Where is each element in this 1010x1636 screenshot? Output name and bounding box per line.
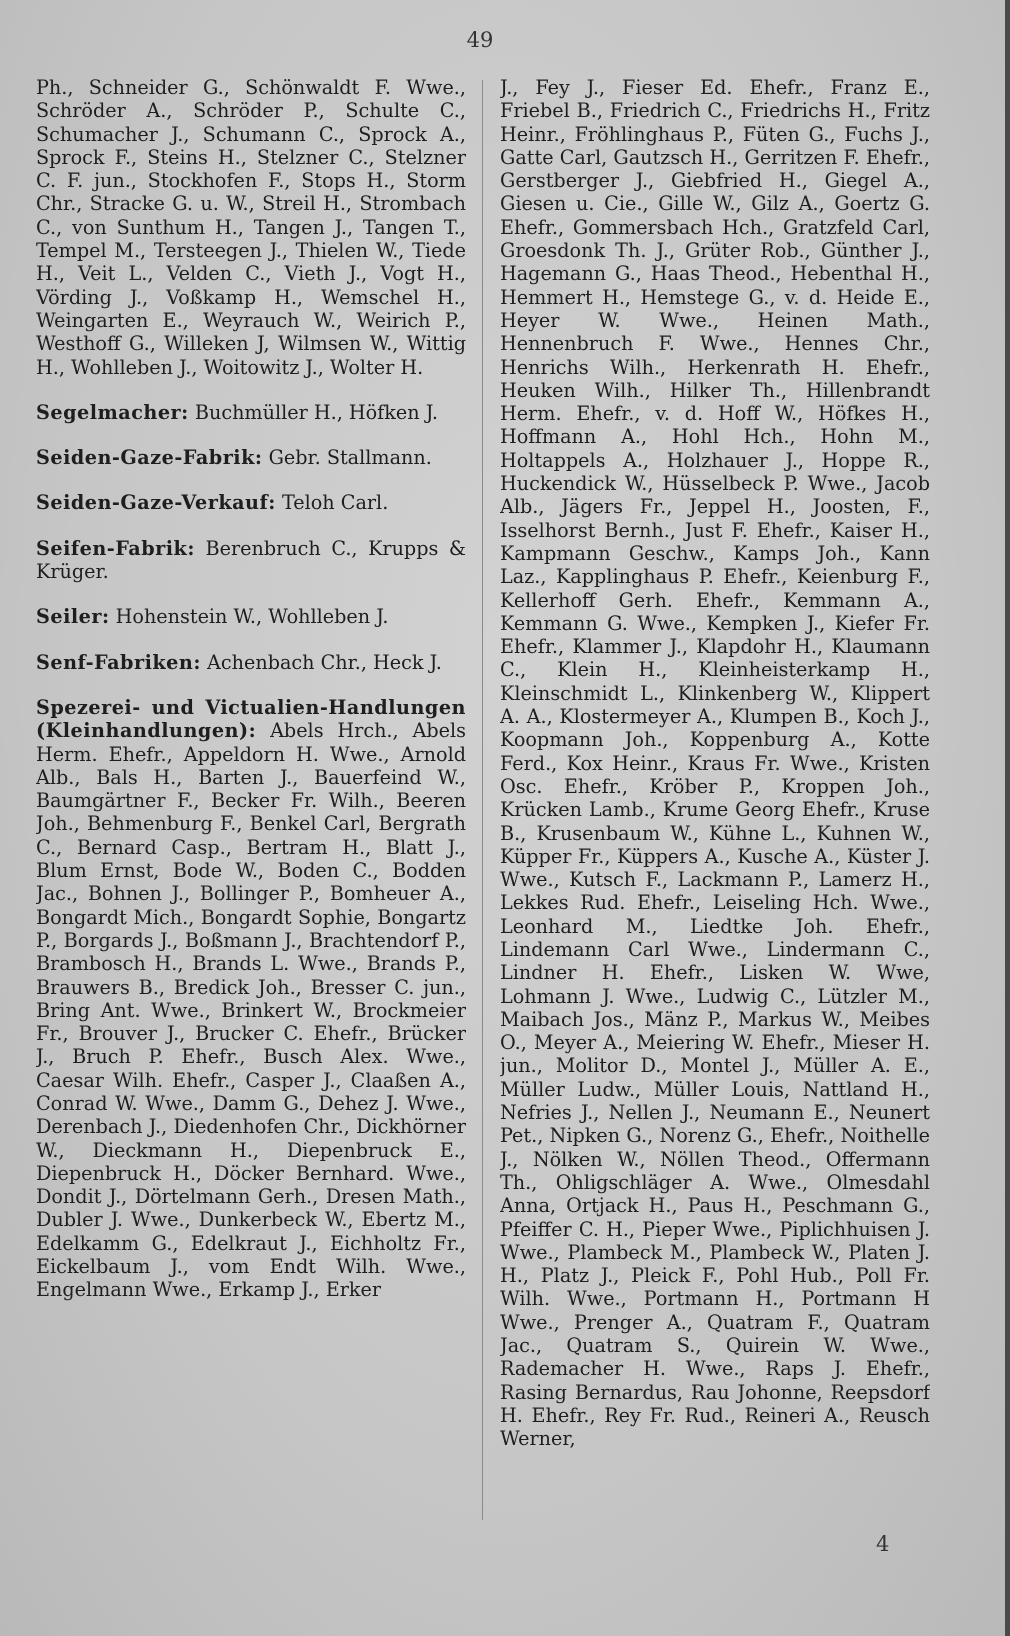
section-heading: Seiden-Gaze-Verkauf: — [36, 491, 276, 515]
section-entries: Buchmüller H., Höfken J. — [194, 400, 439, 424]
section-entries: Teloh Carl. — [281, 491, 389, 515]
section-seifen-fabrik — [36, 537, 466, 584]
section-heading: Seiden-Gaze-Fabrik: — [36, 446, 263, 470]
left-column — [36, 76, 466, 1531]
page-edge — [1005, 0, 1010, 1636]
section-heading: Seiler: — [36, 605, 110, 629]
section-segelmacher — [36, 401, 466, 424]
section-heading: Spezerei- und Victualien-Handlungen (Kleinhandlungen): — [36, 695, 466, 743]
right-column — [500, 76, 930, 1531]
section-heading: Segelmacher: — [36, 400, 189, 424]
section-seiden-gaze-verkauf — [36, 491, 466, 514]
section-seiden-gaze-fabrik — [36, 446, 466, 469]
left-column-intro: Ph., Schneider G., Schönwaldt F. Wwe., Schröder A., Schröder P., Schulte C., Schumacher J., Schumann C., Sprock A., Sprock F., Steins H., Stelzner C., Stelzner C. F. jun., Stockhofen F., Stops H., Storm Chr., Stracke G. u. W., Streil H., Strombach C., von Sunthum H., Tangen J., Tangen T., Tempel M., Tersteegen J., Thielen W., Tiede H., Veit L., Velden C., Vieth J., Vogt H., Vörding J., Voßkamp H., Wemschel H., Weingarten E., Weyrauch W., Weirich P., Westhoff G., Willeken J, Wilmsen W., Wittig H., Wohlleben J., Woitowitz J., Wolter H. — [36, 76, 466, 379]
column-divider — [482, 80, 483, 1520]
section-entries: Gebr. Stallmann. — [268, 446, 432, 470]
section-entries: Hohenstein W., Wohlleben J. — [115, 605, 389, 629]
section-heading: Senf-Fabriken: — [36, 650, 201, 674]
section-entries: Abels Hrch., Abels Herm. Ehefr., Appeldorn H. Wwe., Arnold Alb., Bals H., Barten J., Bauerfeind W., Baumgärtner F., Becker Fr. Wilh., Beeren Joh., Behmenburg F., Benkel Carl, Bergrath C., Bernard Casp., Bertram H., Blatt J., Blum Ernst, Bode W., Boden C., Bodden Jac., Bohnen J., Bollinger P., Bomheuer A., Bongardt Mich., Bongardt Sophie, Bongartz P., Borgards J., Boßmann J., Brachtendorf P., Brambosch H., Brands L. Wwe., Brands P., Brauwers B., Bredick Joh., Bresser C. jun., Bring Ant. Wwe., Brinkert W., Brockmeier Fr., Brouver J., Brucker C. Ehefr., Brücker J., Bruch P. Ehefr., Busch Alex. Wwe., Caesar Wilh. Ehefr., Casper J., Claaßen A., Conrad W. Wwe., Damm G., Dehez J. Wwe., Derenbach J., Diedenhofen Chr., Dickhörner W., Dieckmann H., Diepenbruck E., Diepenbruck H., Döcker Bernhard. Wwe., Dondit J., Dörtelmann Gerh., Dresen Math., Dubler J. Wwe., Dunkerbeck W., Ebertz M., Edelkamm G., Edelkraut J., Eichholtz Fr., Eickelbaum J., vom Endt Wilh. Wwe., Engelmann Wwe., Erkamp J., Erker — [36, 719, 466, 1302]
section-spezerei-handlungen — [36, 696, 466, 1302]
section-seiler — [36, 605, 466, 628]
section-senf-fabriken — [36, 651, 466, 674]
page-number: 49 — [466, 28, 494, 52]
section-entries: Berenbruch C., Krupps & Krüger. — [36, 536, 466, 584]
signature-mark: 4 — [876, 1532, 890, 1556]
section-entries: Achenbach Chr., Heck J. — [207, 650, 442, 674]
right-column-entries: J., Fey J., Fieser Ed. Ehefr., Franz E., Friebel B., Friedrich C., Friedrichs H., Fritz Heinr., Fröhlinghaus P., Füten G., Fuchs J., Gatte Carl, Gautzsch H., Gerritzen F. Ehefr., Gerstberger J., Giebfried H., Giegel A., Giesen u. Cie., Gille W., Gilz A., Goertz G. Ehefr., Gommersbach Hch., Gratzfeld Carl, Groesdonk Th. J., Grüter Rob., Günther J., Hagemann G., Haas Theod., Hebenthal H., Hemmert H., Hemstege G., v. d. Heide E., Heyer W. Wwe., Heinen Math., Hennenbruch F. Wwe., Hennes Chr., Henrichs Wilh., Herkenrath H. Ehefr., Heuken Wilh., Hilker Th., Hillenbrandt Herm. Ehefr., v. d. Hoff W., Höfkes H., Hoffmann A., Hohl Hch., Hohn M., Holtappels A., Holzhauer J., Hoppe R., Huckendick W., Hüsselbeck P. Wwe., Jacob Alb., Jägers Fr., Jeppel H., Joosten, F., Isselhorst Bernh., Just F. Ehefr., Kaiser H., Kampmann Geschw., Kamps Joh., Kann Laz., Kapplinghaus P. Ehefr., Keienburg F., Kellerhoff Gerh. Ehefr., Kemmann A., Kemmann G. Wwe., Kempken J., Kiefer Fr. Ehefr., Klammer J., Klapdohr H., Klaumann C., Klein H., Kleinheisterkamp H., Kleinschmidt L., Klinkenberg W., Klippert A. A., Klostermeyer A., Klumpen B., Koch J., Koopmann Joh., Koppenburg A., Kotte Ferd., Kox Heinr., Kraus Fr. Wwe., Kristen Osc. Ehefr., Kröber P., Kroppen Joh., Krücken Lamb., Krume Georg Ehefr., Kruse B., Krusenbaum W., Kühne L., Kuhnen W., Küpper Fr., Küppers A., Kusche A., Küster J. Wwe., Kutsch F., Lackmann P., Lamerz H., Lekkes Rud. Ehefr., Leiseling Hch. Wwe., Leonhard M., Liedtke Joh. Ehefr., Lindemann Carl Wwe., Lindermann C., Lindner H. Ehefr., Lisken W. Wwe, Lohmann J. Wwe., Ludwig C., Lützler M., Maibach Jos., Mänz P., Markus W., Meibes O., Meyer A., Meiering W. Ehefr., Mieser H. jun., Molitor D., Montel J., Müller A. E., Müller Ludw., Müller Louis, Nattland H., Nefries J., Nellen J., Neumann E., Neunert Pet., Nipken G., Norenz G., Ehefr., Noithelle J., Nölken W., Nöllen Theod., Offermann Th., Ohligschläger A. Wwe., Olmesdahl Anna, Ortjack H., Paus H., Peschmann G., Pfeiffer C. H., Pieper Wwe., Piplichhuisen J. Wwe., Plambeck M., Plambeck W., Platen J. H., Platz J., Pleick F., Pohl Hub., Poll Fr. Wilh. Wwe., Portmann H., Portmann H Wwe., Prenger A., Quatram F., Quatram Jac., Quatram S., Quirein W. Wwe., Rademacher H. Wwe., Raps J. Ehefr., Rasing Bernardus, Rau Johonne, Reepsdorf H. Ehefr., Rey Fr. Rud., Reineri A., Reusch Werner, — [500, 76, 930, 1451]
section-heading: Seifen-Fabrik: — [36, 536, 195, 560]
